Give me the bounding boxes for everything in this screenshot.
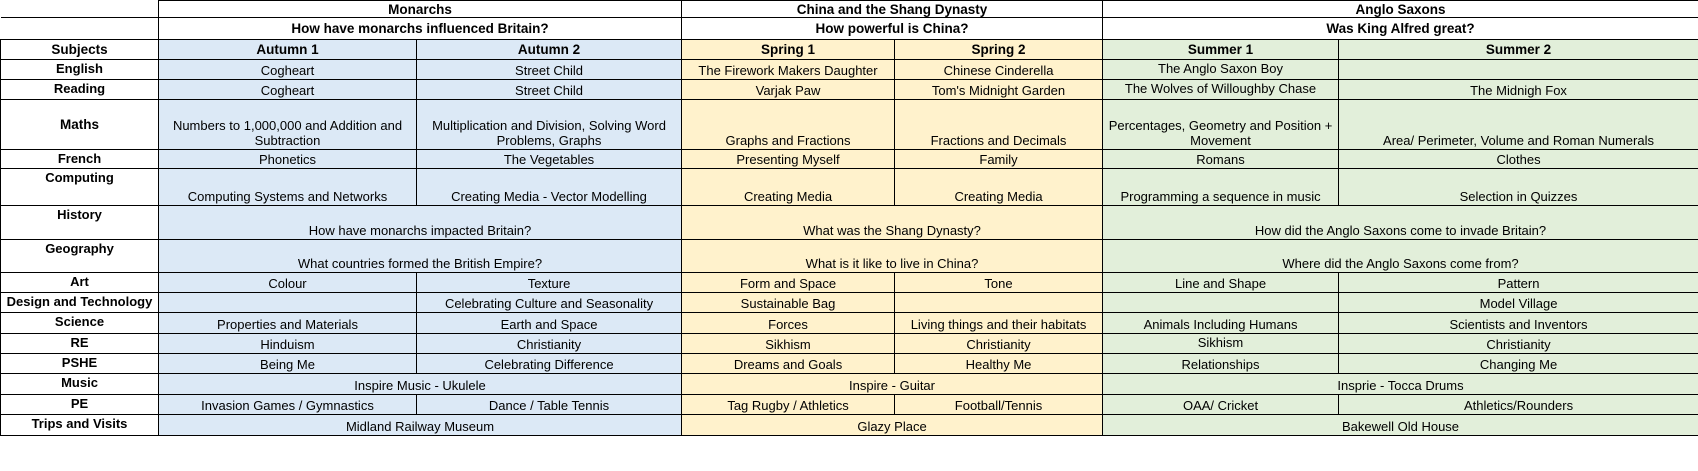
cell-spring-1: Dreams and Goals [682,354,895,374]
cell-autumn-2: The Vegetables [417,150,682,169]
cell-spring-2: Creating Media [895,169,1103,206]
cell-autumn-1: Hinduism [159,334,417,354]
cell-autumn-1: Cogheart [159,80,417,100]
cell-autumn: What countries formed the British Empire? [159,240,682,273]
subject-label: French [1,150,159,169]
cell-spring-1: Varjak Paw [682,80,895,100]
cell-summer-1: Animals Including Humans [1103,313,1339,334]
row-french [1,150,1698,169]
cell-summer: Where did the Anglo Saxons come from? [1103,240,1698,273]
cell-spring: What was the Shang Dynasty? [682,206,1103,240]
cell-autumn-2: Street Child [417,80,682,100]
cell-summer-2: Pattern [1339,273,1698,293]
cell-autumn-2: Texture [417,273,682,293]
cell-summer-1: Programming a sequence in music [1103,169,1339,206]
subject-label: Science [1,313,159,334]
term-spring-2: Spring 2 [895,40,1103,60]
theme-anglo-saxons: Anglo Saxons [1103,1,1698,18]
cell-autumn-1: Phonetics [159,150,417,169]
cell-autumn-1: Properties and Materials [159,313,417,334]
cell-spring-1: Form and Space [682,273,895,293]
row-science [1,313,1698,334]
cell-autumn-1 [159,293,417,313]
cell-spring-1: Graphs and Fractions [682,100,895,150]
subject-label: Art [1,273,159,293]
row-pshe [1,354,1698,374]
term-summer-1: Summer 1 [1103,40,1339,60]
cell-summer: How did the Anglo Saxons come to invade Britain? [1103,206,1698,240]
cell-summer-2: Area/ Perimeter, Volume and Roman Numerals [1339,100,1698,150]
row-music [1,374,1698,395]
cell-autumn-2: Celebrating Culture and Seasonality [417,293,682,313]
subject-label: Maths [1,100,159,150]
cell-summer-2: Selection in Quizzes [1339,169,1698,206]
cell-autumn-2: Christianity [417,334,682,354]
subject-label: English [1,60,159,80]
row-history [1,206,1698,240]
cell-summer-1: The Wolves of Willoughby Chase [1103,80,1339,100]
cell-autumn-2: Dance / Table Tennis [417,395,682,415]
subject-label: Music [1,374,159,395]
cell-spring-1: Sikhism [682,334,895,354]
term-autumn-2: Autumn 2 [417,40,682,60]
question-china: How powerful is China? [682,18,1103,40]
subject-label: PE [1,395,159,415]
row-trips [1,415,1698,436]
cell-summer-2: Athletics/Rounders [1339,395,1698,415]
theme-china: China and the Shang Dynasty [682,1,1103,18]
cell-summer-2: Clothes [1339,150,1698,169]
row-re [1,334,1698,354]
cell-autumn-2: Creating Media - Vector Modelling [417,169,682,206]
cell-spring: What is it like to live in China? [682,240,1103,273]
row-computing [1,169,1698,206]
row-geography [1,240,1698,273]
cell-autumn: Midland Railway Museum [159,415,682,436]
cell-summer-1: Sikhism [1103,334,1339,354]
row-english [1,60,1698,80]
cell-spring: Inspire - Guitar [682,374,1103,395]
cell-spring-1: Tag Rugby / Athletics [682,395,895,415]
theme-monarchs: Monarchs [159,1,682,18]
term-spring-1: Spring 1 [682,40,895,60]
cell-autumn: How have monarchs impacted Britain? [159,206,682,240]
cell-autumn-1: Cogheart [159,60,417,80]
row-design-technology [1,293,1698,313]
term-autumn-1: Autumn 1 [159,40,417,60]
cell-spring-2: Fractions and Decimals [895,100,1103,150]
theme-row [1,1,1698,18]
cell-summer-2: Christianity [1339,334,1698,354]
cell-spring-1: The Firework Makers Daughter [682,60,895,80]
cell-autumn-1: Colour [159,273,417,293]
cell-spring-2: Chinese Cinderella [895,60,1103,80]
cell-autumn-1: Computing Systems and Networks [159,169,417,206]
corner-cell [1,1,159,18]
terms-row [1,40,1698,60]
cell-summer-1: Relationships [1103,354,1339,374]
cell-spring-2: Tom's Midnight Garden [895,80,1103,100]
cell-spring-1: Presenting Myself [682,150,895,169]
cell-autumn-2: Street Child [417,60,682,80]
corner-cell-2 [1,18,159,40]
question-monarchs: How have monarchs influenced Britain? [159,18,682,40]
cell-summer-2: Changing Me [1339,354,1698,374]
subject-label: Geography [1,240,159,273]
cell-spring-2: Living things and their habitats [895,313,1103,334]
row-art [1,273,1698,293]
cell-autumn-1: Invasion Games / Gymnastics [159,395,417,415]
row-maths [1,100,1698,150]
cell-autumn-2: Earth and Space [417,313,682,334]
subject-label: Computing [1,169,159,206]
cell-spring-2: Healthy Me [895,354,1103,374]
cell-spring-2: Christianity [895,334,1103,354]
cell-summer: Bakewell Old House [1103,415,1698,436]
question-anglo-saxons: Was King Alfred great? [1103,18,1698,40]
cell-summer-2 [1339,60,1698,80]
cell-spring-1: Creating Media [682,169,895,206]
subject-label: Trips and Visits [1,415,159,436]
row-reading [1,80,1698,100]
cell-summer-1 [1103,293,1339,313]
cell-summer-2: The Midnigh Fox [1339,80,1698,100]
row-pe [1,395,1698,415]
cell-summer: Insprie - Tocca Drums [1103,374,1698,395]
cell-spring-2: Family [895,150,1103,169]
cell-spring-2: Tone [895,273,1103,293]
cell-spring-1: Forces [682,313,895,334]
term-summer-2: Summer 2 [1339,40,1698,60]
cell-summer-1: Line and Shape [1103,273,1339,293]
cell-summer-1: Romans [1103,150,1339,169]
cell-spring: Glazy Place [682,415,1103,436]
cell-autumn-2: Celebrating Difference [417,354,682,374]
cell-autumn-2: Multiplication and Division, Solving Word Problems, Graphs [417,100,682,150]
cell-autumn-1: Numbers to 1,000,000 and Addition and Subtraction [159,100,417,150]
subject-label: PSHE [1,354,159,374]
question-row [1,18,1698,40]
cell-spring-1: Sustainable Bag [682,293,895,313]
cell-spring-2 [895,293,1103,313]
cell-summer-1: The Anglo Saxon Boy [1103,60,1339,80]
cell-autumn: Inspire Music - Ukulele [159,374,682,395]
subject-label: Reading [1,80,159,100]
cell-spring-2: Football/Tennis [895,395,1103,415]
subject-label: Design and Technology [1,293,159,313]
subject-label: History [1,206,159,240]
cell-autumn-1: Being Me [159,354,417,374]
cell-summer-1: OAA/ Cricket [1103,395,1339,415]
cell-summer-2: Model Village [1339,293,1698,313]
subject-label: RE [1,334,159,354]
subjects-header: Subjects [1,40,159,60]
cell-summer-2: Scientists and Inventors [1339,313,1698,334]
cell-summer-1: Percentages, Geometry and Position + Movement [1103,100,1339,150]
